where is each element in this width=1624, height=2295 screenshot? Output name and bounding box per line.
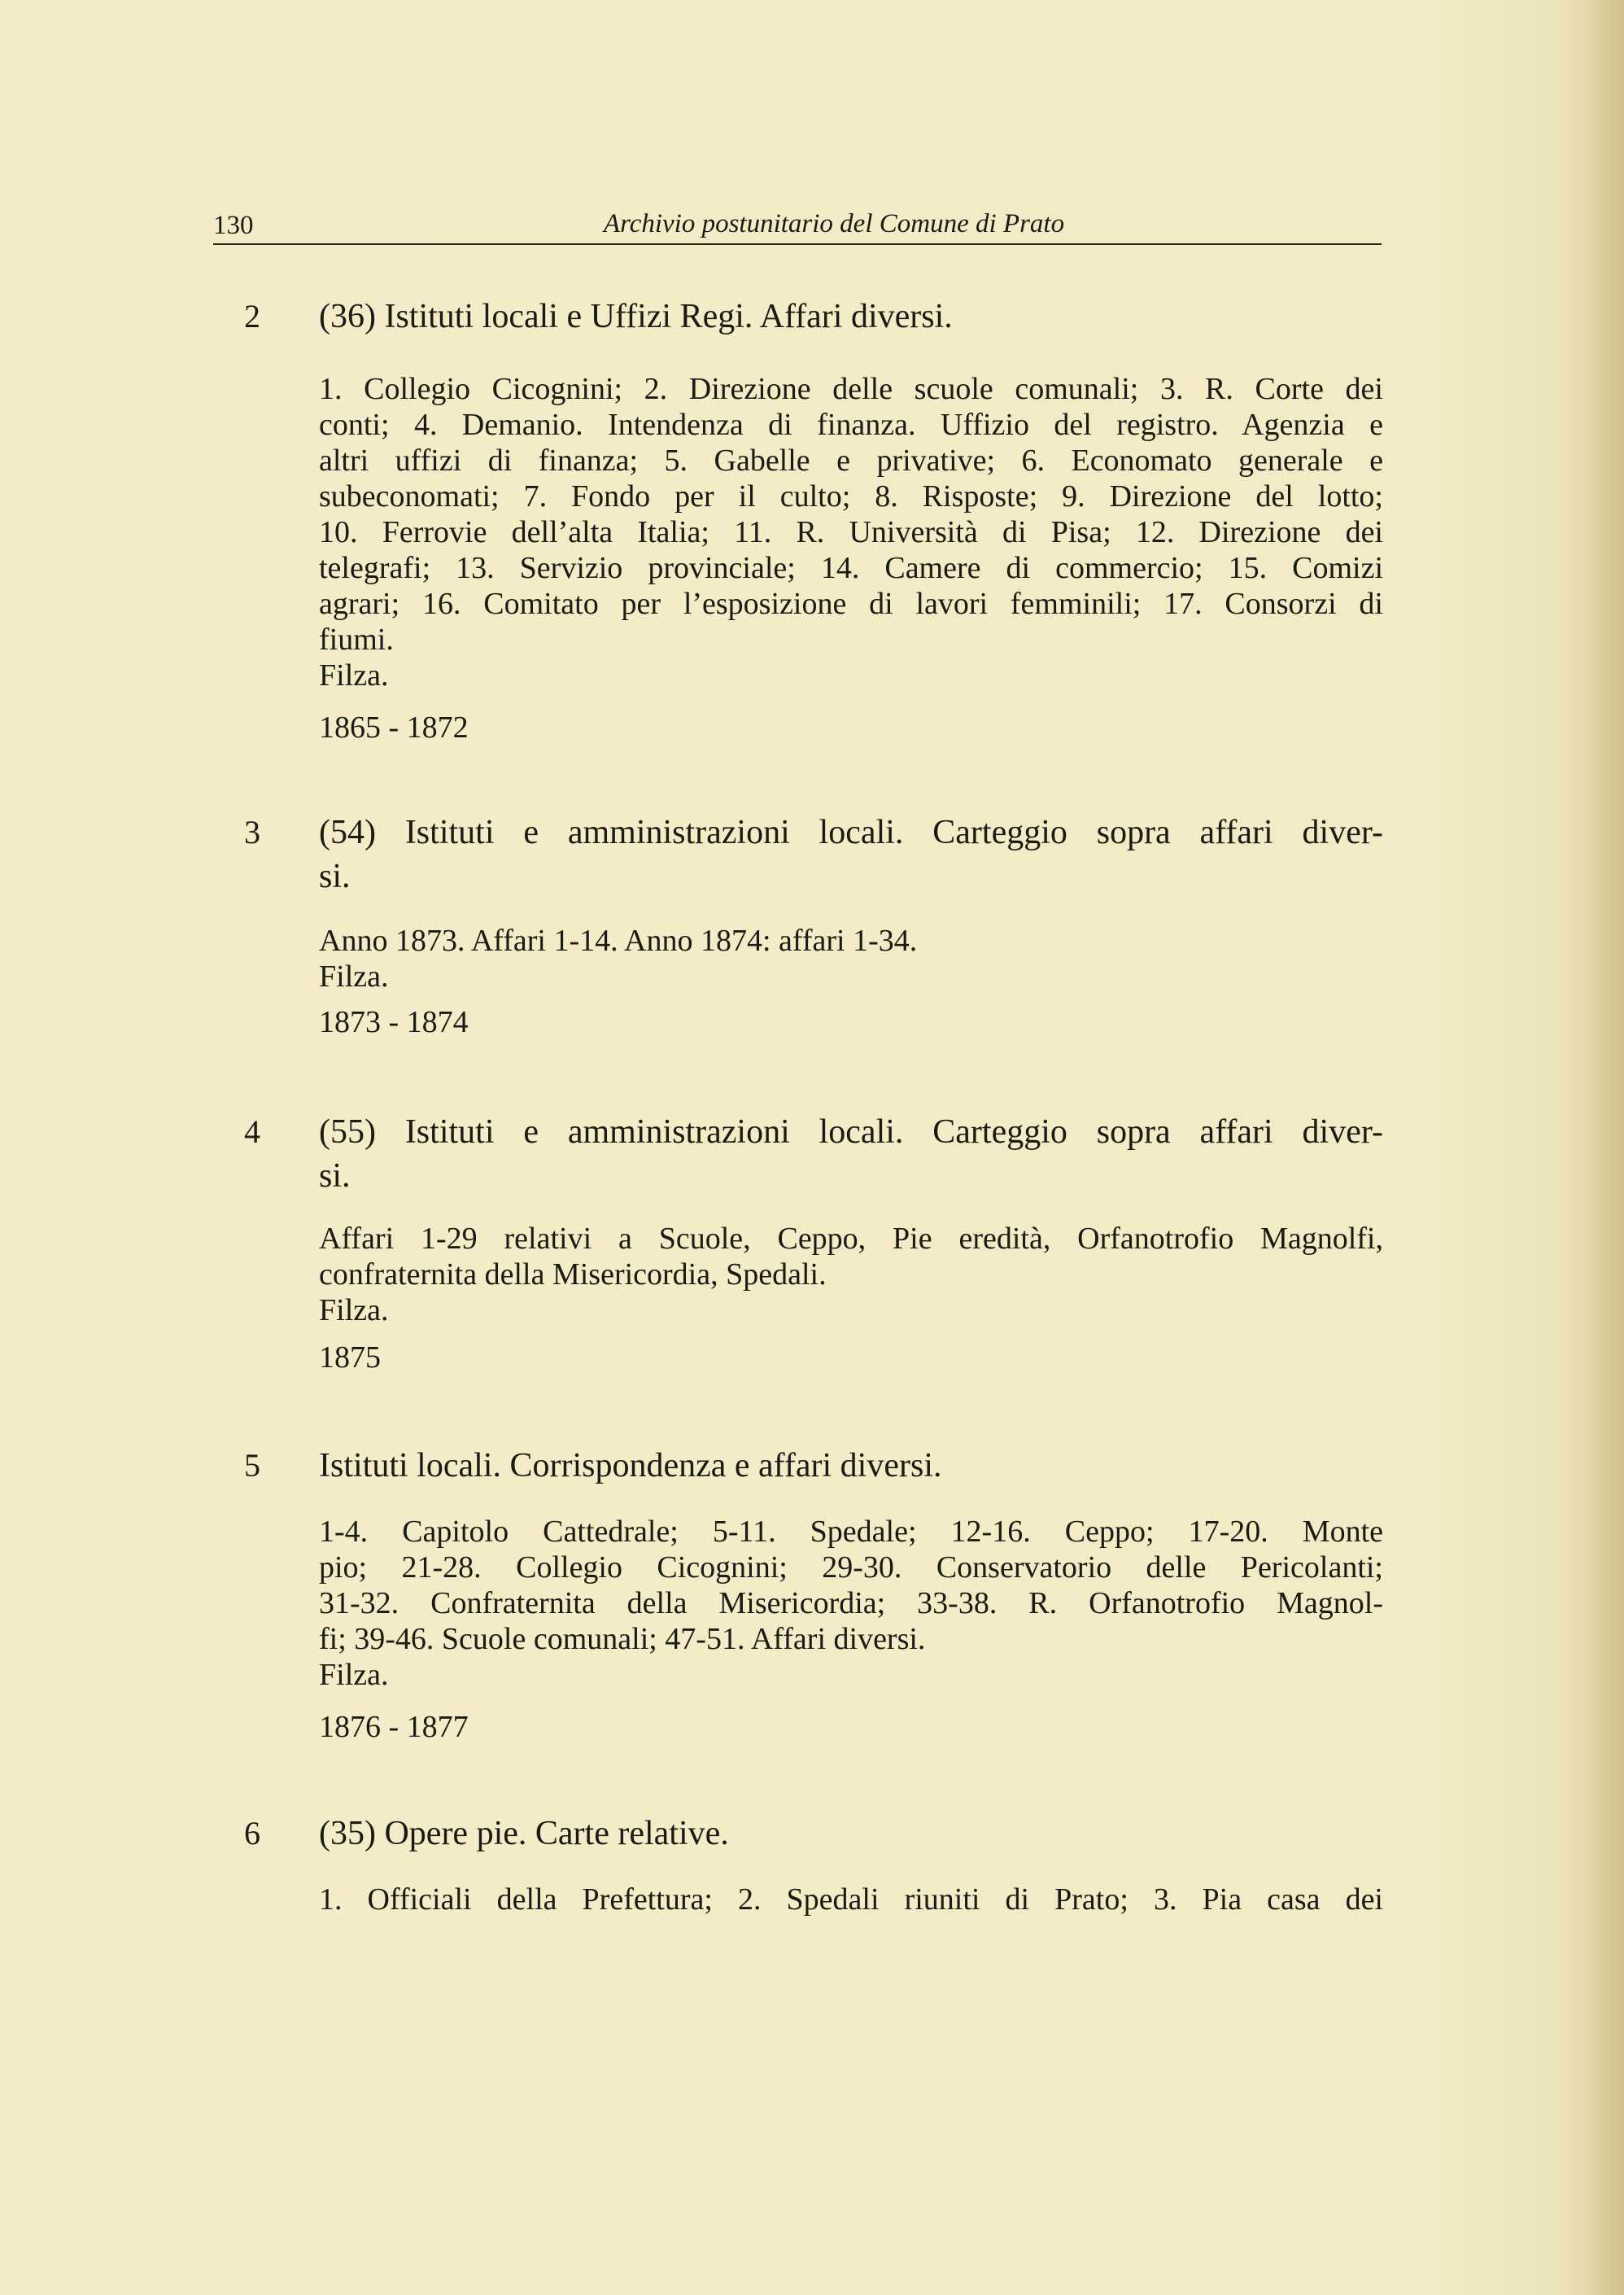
description-line: pio; 21-28. Collegio Cicognini; 29-30. Conservatorio delle Pericolanti; [319, 1550, 1383, 1585]
description-line: confraternita della Misericordia, Spedali. [319, 1257, 827, 1292]
entry-title: (36) Istituti locali e Uffizi Regi. Affari diversi. [319, 298, 953, 335]
page-edge-shadow [1587, 0, 1624, 2295]
description-line: 1. Officiali della Prefettura; 2. Spedali riuniti di Prato; 3. Pia casa dei [319, 1882, 1383, 1917]
title-line: (55) Istituti e amministrazioni locali. Carteggio sopra affari diver- [319, 1113, 1383, 1151]
date-range: 1875 [319, 1340, 381, 1375]
date-range: 1865 - 1872 [319, 710, 469, 745]
description-line: Affari 1-29 relativi a Scuole, Ceppo, Pie eredità, Orfanotrofio Magnolfi, [319, 1222, 1383, 1256]
description-line: altri uffizi di finanza; 5. Gabelle e privative; 6. Economato generale e [319, 444, 1383, 478]
entry-number: 4 [244, 1113, 260, 1150]
description-line: telegrafi; 13. Servizio provinciale; 14. Camere di commercio; 15. Comizi [319, 551, 1383, 585]
description-line: conti; 4. Demanio. Intendenza di finanza. Uffizio del registro. Agenzia e [319, 408, 1383, 442]
unit-type: Filza. [319, 658, 389, 693]
title-line: si. [319, 1157, 351, 1195]
description-line: fi; 39-46. Scuole comunali; 47-51. Affari diversi. [319, 1622, 926, 1656]
entry-number: 2 [244, 298, 260, 334]
entry-description [319, 371, 1383, 693]
entry-title: Istituti locali. Corrispondenza e affari diversi. [319, 1447, 942, 1484]
entry-description [319, 1882, 1383, 1917]
entry-description [319, 923, 1383, 994]
page-number: 130 [213, 211, 254, 240]
unit-type: Filza. [319, 1658, 389, 1692]
description-line: 10. Ferrovie dell’alta Italia; 11. R. Università di Pisa; 12. Direzione dei [319, 515, 1383, 549]
running-title: Archivio postunitario del Comune di Prato [603, 209, 1065, 238]
description-line: 1-4. Capitolo Cattedrale; 5-11. Spedale; 12-16. Ceppo; 17-20. Monte [319, 1515, 1383, 1549]
description-line: subeconomati; 7. Fondo per il culto; 8. Risposte; 9. Direzione del lotto; [319, 479, 1383, 514]
entry-description [319, 1514, 1383, 1693]
description-line: 1. Collegio Cicognini; 2. Direzione delle scuole comunali; 3. R. Corte dei [319, 372, 1383, 406]
description-line: fiumi. [319, 623, 394, 657]
entry-number: 6 [244, 1815, 260, 1851]
title-line: si. [319, 858, 351, 895]
entry-number: 3 [244, 814, 260, 850]
description-line: agrari; 16. Comitato per l’esposizione di lavori femminili; 17. Consorzi di [319, 587, 1383, 621]
description-line: 31-32. Confraternita della Misericordia; 33-38. R. Orfanotrofio Magnol- [319, 1586, 1383, 1620]
entry-description [319, 1221, 1383, 1328]
date-range: 1876 - 1877 [319, 1710, 469, 1744]
description-line: Anno 1873. Affari 1-14. Anno 1874: affari 1-34. [319, 924, 918, 958]
date-range: 1873 - 1874 [319, 1005, 469, 1039]
entry-number: 5 [244, 1447, 260, 1484]
unit-type: Filza. [319, 960, 389, 994]
entry-title: (35) Opere pie. Carte relative. [319, 1815, 729, 1852]
title-line: (54) Istituti e amministrazioni locali. Carteggio sopra affari diver- [319, 814, 1383, 851]
page-header [213, 208, 1382, 245]
unit-type: Filza. [319, 1293, 389, 1327]
entry-title [319, 1110, 1383, 1198]
entry-title [319, 811, 1383, 898]
